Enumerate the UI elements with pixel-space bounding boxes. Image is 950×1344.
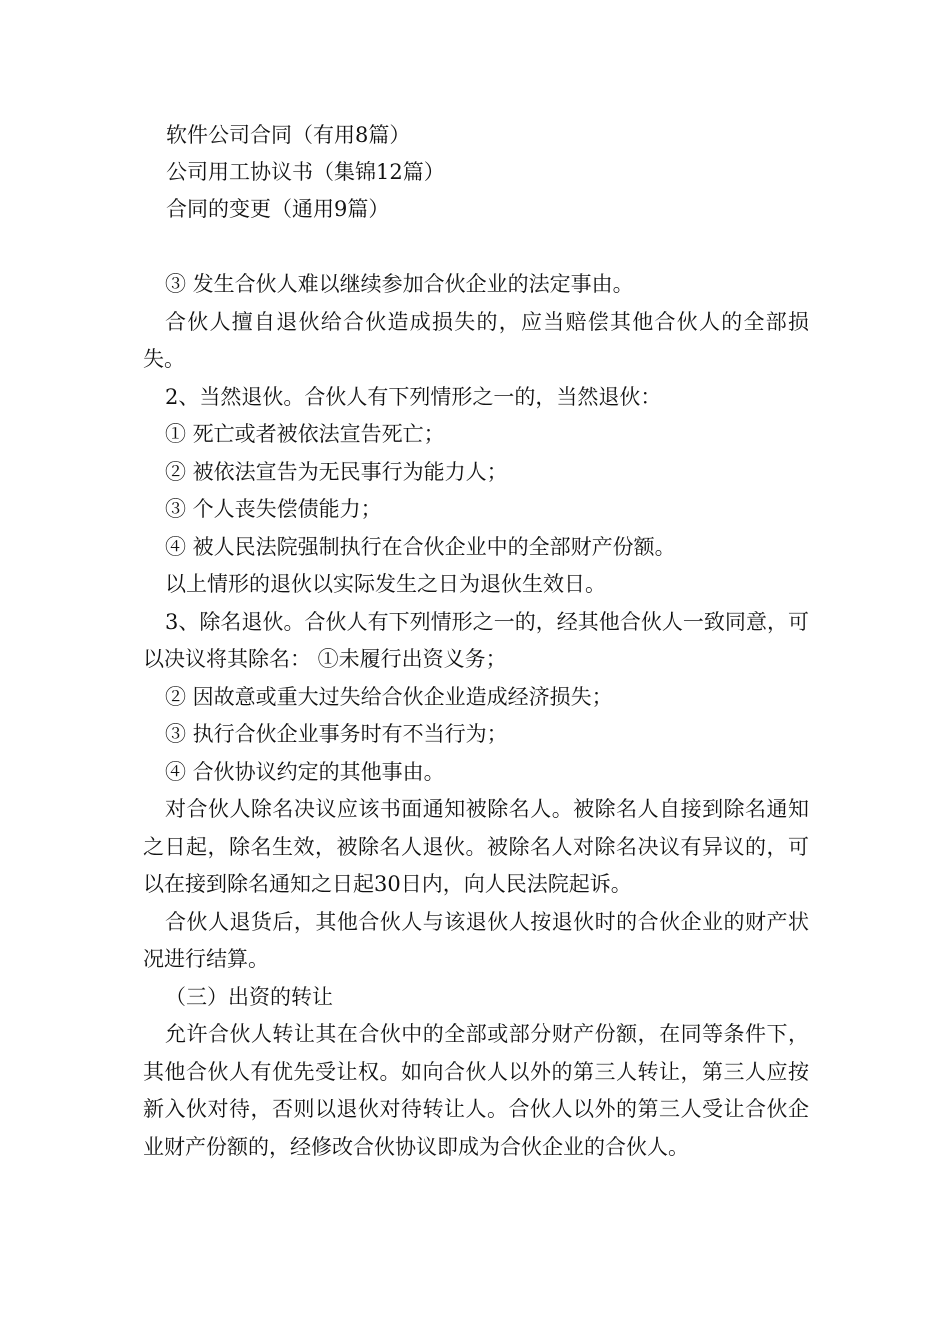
related-link[interactable]: 公司用工协议书（集锦12篇） [166, 160, 445, 184]
paragraph: ③ 个人丧失偿债能力； [165, 497, 382, 521]
paragraph: 2、当然退伙。合伙人有下列情形之一的，当然退伙： [165, 384, 662, 409]
paragraph: ③ 发生合伙人难以继续参加合伙企业的法定事由。 [165, 272, 634, 296]
paragraph: 对合伙人除名决议应该书面通知被除名人。被除名人自接到除名通知之日起，除名生效，被除名人退伙。被除名人对除名决议有异议的，可以在接到除名通知之日起30日内，向人民法院起诉。 [143, 797, 809, 896]
section-heading: （三）出资的转让 [165, 984, 333, 1009]
paragraph: ④ 被人民法院强制执行在合伙企业中的全部财产份额。 [165, 534, 676, 559]
paragraph: ③ 执行合伙企业事务时有不当行为； [165, 722, 508, 746]
paragraph: 3、除名退伙。合伙人有下列情形之一的，经其他合伙人一致同意，可以决议将其除名： ①未履行出资义务； [143, 609, 809, 671]
paragraph: ② 被依法宣告为无民事行为能力人； [165, 459, 508, 484]
paragraph: 合伙人退货后，其他合伙人与该退伙人按退伙时的合伙企业的财产状况进行结算。 [143, 909, 809, 971]
related-link[interactable]: 软件公司合同（有用8篇） [166, 123, 411, 147]
paragraph: ① 死亡或者被依法宣告死亡； [165, 422, 445, 446]
paragraph: ② 因故意或重大过失给合伙企业造成经济损失； [165, 684, 613, 709]
paragraph: ④ 合伙协议约定的其他事由。 [165, 759, 445, 784]
related-links [0, 117, 950, 228]
related-link[interactable]: 合同的变更（通用9篇） [166, 197, 390, 221]
paragraph: 合伙人擅自退伙给合伙造成损失的，应当赔偿其他合伙人的全部损失。 [143, 309, 809, 371]
document-body [0, 266, 950, 1166]
paragraph: 允许合伙人转让其在合伙中的全部或部分财产份额，在同等条件下，其他合伙人有优先受让权。如向合伙人以外的第三人转让，第三人应按新入伙对待，否则以退伙对待转让人。合伙人以外的第三人受让合伙企业财产份额的，经修改合伙协议即成为合伙企业的合伙人。 [143, 1022, 809, 1159]
paragraph: 以上情形的退伙以实际发生之日为退伙生效日。 [165, 572, 606, 596]
